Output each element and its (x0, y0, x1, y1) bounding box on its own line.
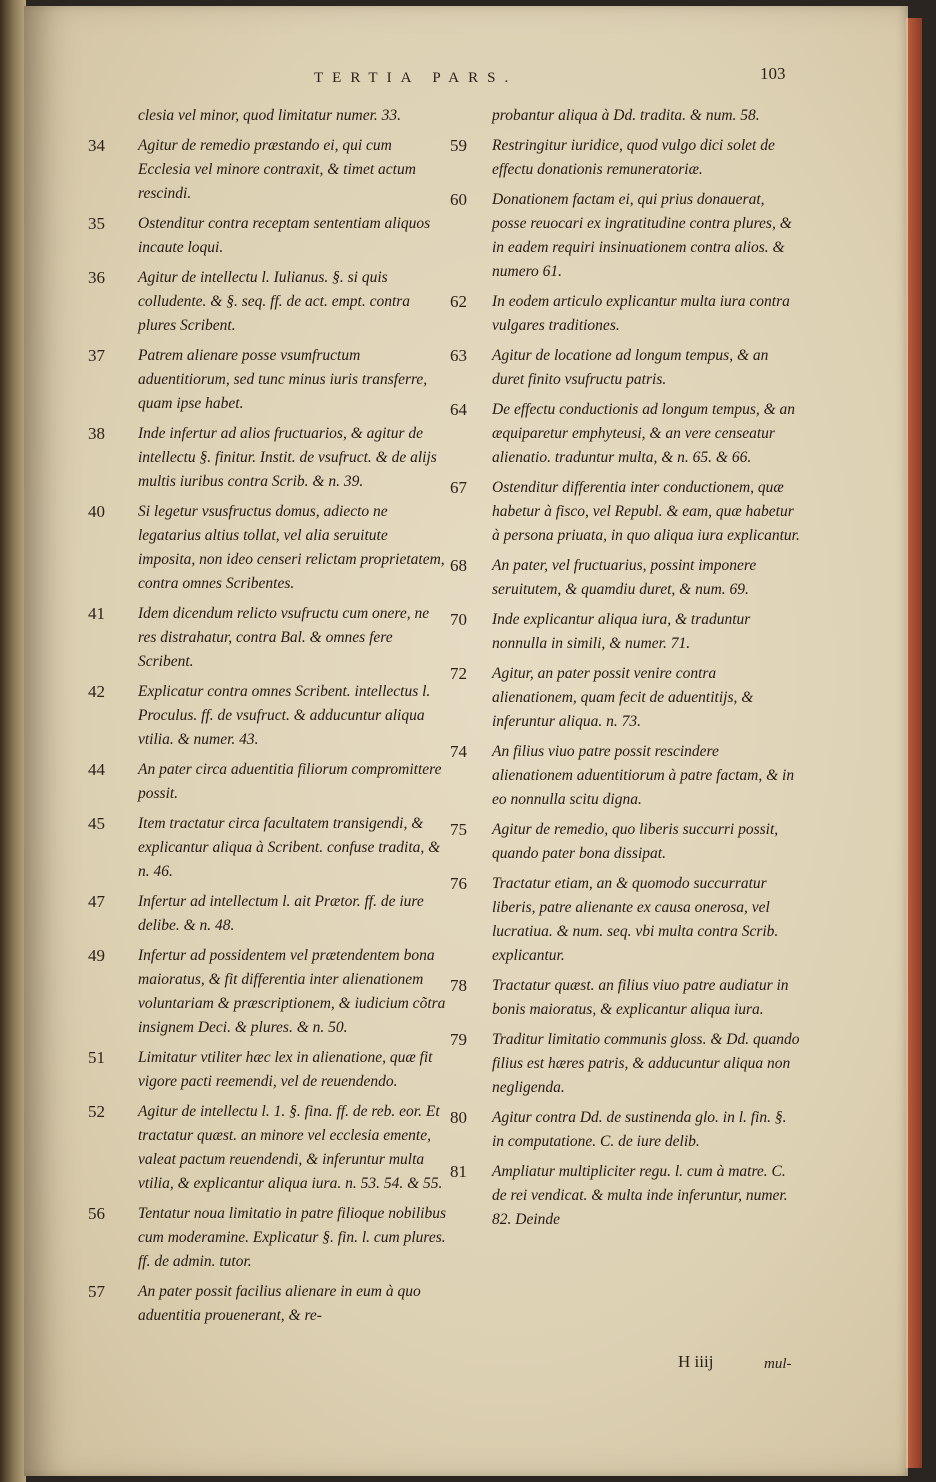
entry-number: 80 (450, 1108, 467, 1127)
entry-text: Item tractatur circa facultatem transigendi, & explicantur aliqua à Scribent. confuse tradita, & n. 46. (138, 815, 441, 880)
entry-number: 74 (450, 742, 467, 761)
entry-text: De effectu conductionis ad longum tempus, & an æquiparetur emphyteusi, & an vere censeatur alienatio. traduntur multa, & n. 65. & 66. (492, 401, 796, 466)
entry-number: 70 (450, 610, 467, 629)
left-column (88, 104, 448, 1334)
entry-text: Ostenditur differentia inter conductionem, quæ habetur à fisco, vel Republ. & eam, quæ habetur à persona priuata, in quo aliqua iura explicantur. (492, 479, 800, 544)
catchword: mul- (764, 1356, 792, 1372)
entry-number: 40 (88, 502, 105, 521)
entry-text: Ostenditur contra receptam sententiam aliquos incaute loqui. (138, 215, 431, 256)
entry-number: 47 (88, 892, 105, 911)
entry-number: 68 (450, 556, 467, 575)
index-entry (88, 758, 448, 806)
entry-text: Infertur ad possidentem vel prætendentem bona maioratus, & fit differentia inter alienationem voluntariam & præscriptionem, & iudicium cõtra insignem Deci. & plures. & n. 50. (138, 947, 446, 1036)
entry-text: Agitur contra Dd. de sustinenda glo. in l. fin. §. in computatione. C. de iure delib. (492, 1109, 787, 1150)
page-fore-edge (906, 18, 922, 1468)
right-column (450, 104, 802, 1238)
entry-text: Agitur, an pater possit venire contra alienationem, quam fecit de aduentitijs, & inferuntur aliqua. n. 73. (492, 665, 754, 730)
entry-text: Si legetur vsusfructus domus, adiecto ne legatarius altius tollat, vel alia seruitute imposita, non ideo censeri relictam proprietatem, contra omnes Scribentes. (138, 503, 445, 592)
index-entry (450, 1106, 802, 1154)
entry-text: Patrem alienare posse vsumfructum aduentitiorum, sed tunc minus iuris transferre, quam ipse habet. (138, 347, 428, 412)
entry-text: Tractatur quæst. an filius viuo patre audiatur in bonis maioratus, & explicantur aliqua iura. (492, 977, 789, 1018)
index-entry (88, 266, 448, 338)
index-entry (450, 1160, 802, 1232)
entry-text: Agitur de remedio præstando ei, qui cum Ecclesia vel minore contraxit, & timet actum rescindi. (138, 137, 416, 202)
entry-number: 56 (88, 1204, 105, 1223)
entry-text: An filius viuo patre possit rescindere alienationem aduentitiorum à patre factam, & in eo nonnulla scitu digna. (492, 743, 795, 808)
entry-text: An pater, vel fructuarius, possint imponere seruitutem, & quamdiu duret, & num. 69. (492, 557, 757, 598)
index-entry (450, 188, 802, 284)
left-leading-text: clesia vel minor, quod limitatur numer. 33. (138, 107, 402, 124)
entry-number: 37 (88, 346, 105, 365)
index-entry (88, 1046, 448, 1094)
entry-text: Infertur ad intellectum l. ait Prætor. ff. de iure delibe. & n. 48. (138, 893, 424, 934)
signature-mark: H iiij (678, 1352, 714, 1371)
entry-number: 38 (88, 424, 105, 443)
entry-text: Inde infertur ad alios fructuarios, & agitur de intellectu §. finitur. Instit. de vsufruct. & de alijs multis iuribus contra Scrib. & n. 39. (138, 425, 437, 490)
index-entry (450, 476, 802, 548)
entry-text: An pater circa aduentitia filiorum compromittere possit. (138, 761, 442, 802)
index-entry (450, 662, 802, 734)
entry-number: 72 (450, 664, 467, 683)
entry-number: 60 (450, 190, 467, 209)
index-entry (450, 974, 802, 1022)
entry-text: Agitur de intellectu l. Iulianus. §. si quis colludente. & §. seq. ff. de act. empt. contra plures Scribent. (138, 269, 411, 334)
running-head: TERTIA PARS. (314, 70, 518, 86)
entry-text: Ampliatur multipliciter regu. l. cum à matre. C. de rei vendicat. & multa inde inferuntur, numer. 82. Deinde (492, 1163, 788, 1228)
index-entry (88, 812, 448, 884)
entry-number: 57 (88, 1282, 105, 1301)
entry-text: Restringitur iuridice, quod vulgo dici solet de effectu donationis remuneratoriæ. (492, 137, 775, 178)
facing-page-edge (0, 0, 26, 1482)
entry-text: Limitatur vtiliter hæc lex in alienatione, quæ fit vigore pacti reemendi, vel de reuendendo. (138, 1049, 433, 1090)
right-leading-text: probantur aliqua à Dd. tradita. & num. 58. (492, 107, 760, 124)
entry-text: Agitur de remedio, quo liberis succurri possit, quando pater bona dissipat. (492, 821, 779, 862)
page-number: 103 (760, 64, 786, 83)
index-entry (88, 602, 448, 674)
entry-text: Agitur de intellectu l. 1. §. fina. ff. de reb. eor. Et tractatur quæst. an minore vel ecclesia emente, valeat pactum reuendendi, & inferuntur multa vtilia, & explicantur aliqua iura. n. 53. 54. & 55. (138, 1103, 443, 1192)
index-entry (450, 872, 802, 968)
entry-text: An pater possit facilius alienare in eum à quo aduentitia prouenerant, & re- (138, 1283, 421, 1324)
entry-number: 36 (88, 268, 105, 287)
index-entry (450, 344, 802, 392)
entry-number: 34 (88, 136, 105, 155)
entry-number: 62 (450, 292, 467, 311)
entry-number: 44 (88, 760, 105, 779)
entry-number: 41 (88, 604, 105, 623)
entry-number: 49 (88, 946, 105, 965)
entry-text: In eodem articulo explicantur multa iura contra vulgares traditiones. (492, 293, 790, 334)
index-entry (88, 500, 448, 596)
entry-number: 76 (450, 874, 467, 893)
index-entry (88, 890, 448, 938)
entry-text: Traditur limitatio communis gloss. & Dd. quando filius est hæres patris, & adducuntur aliqua non negligenda. (492, 1031, 800, 1096)
index-entry (88, 1202, 448, 1274)
entry-text: Donationem factam ei, qui prius donauerat, posse reuocari ex ingratitudine contra plures, & in eadem requiri insinuationem contra alios. & numero 61. (492, 191, 792, 280)
right-entry-list (450, 134, 802, 1232)
entry-number: 64 (450, 400, 467, 419)
index-entry (450, 608, 802, 656)
entry-number: 75 (450, 820, 467, 839)
index-entry (88, 344, 448, 416)
entry-number: 35 (88, 214, 105, 233)
entry-text: Idem dicendum relicto vsufructu cum onere, ne res distrahatur, contra Bal. & omnes fere Scribent. (138, 605, 430, 670)
entry-number: 42 (88, 682, 105, 701)
entry-number: 63 (450, 346, 467, 365)
entry-text: Agitur de locatione ad longum tempus, & an duret finito vsufructu patris. (492, 347, 769, 388)
left-entry-list (88, 134, 448, 1328)
index-entry (88, 134, 448, 206)
index-entry (450, 134, 802, 182)
index-entry (88, 422, 448, 494)
index-entry (450, 554, 802, 602)
entry-number: 79 (450, 1030, 467, 1049)
index-entry (450, 740, 802, 812)
entry-number: 45 (88, 814, 105, 833)
index-entry (88, 1280, 448, 1328)
index-entry (88, 944, 448, 1040)
entry-number: 81 (450, 1162, 467, 1181)
index-entry (88, 1100, 448, 1196)
entry-number: 52 (88, 1102, 105, 1121)
index-entry (450, 818, 802, 866)
entry-text: Inde explicantur aliqua iura, & traduntur nonnulla in simili, & numer. 71. (492, 611, 751, 652)
entry-number: 51 (88, 1048, 105, 1067)
entry-number: 59 (450, 136, 467, 155)
index-entry (450, 398, 802, 470)
index-entry (450, 290, 802, 338)
index-entry (88, 680, 448, 752)
entry-text: Explicatur contra omnes Scribent. intellectus l. Proculus. ff. de vsufruct. & adducuntur aliqua vtilia. & numer. 43. (138, 683, 431, 748)
entry-number: 78 (450, 976, 467, 995)
entry-number: 67 (450, 478, 467, 497)
index-entry (450, 1028, 802, 1100)
entry-text: Tentatur noua limitatio in patre filioque nobilibus cum moderamine. Explicatur §. fin. l. cum plures. ff. de admin. tutor. (138, 1205, 447, 1270)
index-entry (88, 212, 448, 260)
entry-text: Tractatur etiam, an & quomodo succurratur liberis, patre alienante ex causa onerosa, vel lucratiua. & num. seq. vbi multa contra Scrib. explicantur. (492, 875, 779, 964)
